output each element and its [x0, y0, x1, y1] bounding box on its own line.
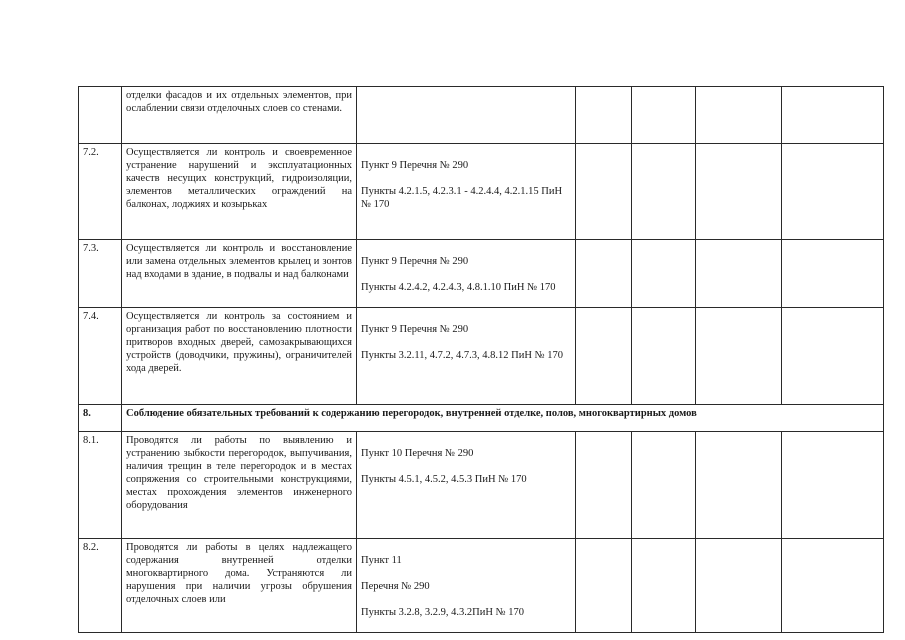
- empty-cell: [632, 87, 696, 144]
- empty-cell: [782, 308, 884, 405]
- empty-cell: [632, 240, 696, 308]
- table-row: [79, 308, 884, 405]
- empty-cell: [632, 539, 696, 633]
- item-description: Проводятся ли работы в целях надлежащего содержания внутренней отделки многоквартирного дома. Устраняются ли нарушения при наличии угрозы обрушения отделочных слоев или: [122, 539, 357, 633]
- empty-cell: [576, 240, 632, 308]
- empty-cell: [576, 144, 632, 240]
- reference-line: Пункты 4.2.4.2, 4.2.4.3, 4.8.1.10 ПиН № 170: [361, 282, 556, 293]
- table-row: [79, 539, 884, 633]
- item-number: 8.1.: [79, 432, 122, 539]
- item-reference: [357, 87, 576, 144]
- reference-line: Пункт 9 Перечня № 290: [361, 160, 469, 171]
- item-reference: [357, 144, 576, 240]
- empty-cell: [782, 539, 884, 633]
- reference-line: Перечня № 290: [361, 581, 430, 592]
- empty-cell: [782, 87, 884, 144]
- item-reference: [357, 432, 576, 539]
- empty-cell: [696, 308, 782, 405]
- reference-line: Пункт 10 Перечня № 290: [361, 448, 474, 459]
- item-reference: [357, 308, 576, 405]
- empty-cell: [696, 432, 782, 539]
- reference-line: Пункты 4.5.1, 4.5.2, 4.5.3 ПиН № 170: [361, 474, 527, 485]
- table-row: [79, 240, 884, 308]
- item-number: 8.2.: [79, 539, 122, 633]
- section-title: Соблюдение обязательных требований к содержанию перегородок, внутренней отделке, полов, многоквартирных домов: [122, 405, 884, 432]
- checklist-table: [78, 86, 884, 633]
- item-number: [79, 87, 122, 144]
- item-number: 7.4.: [79, 308, 122, 405]
- table-row: [79, 144, 884, 240]
- empty-cell: [696, 539, 782, 633]
- empty-cell: [696, 87, 782, 144]
- empty-cell: [576, 432, 632, 539]
- reference-line: Пункт 9 Перечня № 290: [361, 256, 469, 267]
- reference-line: Пункты 3.2.8, 3.2.9, 4.3.2ПиН № 170: [361, 607, 524, 618]
- item-description: Осуществляется ли контроль за состоянием и организация работ по восстановлению плотности притворов входных дверей, самозакрывающихся устройств (доводчики, пружины), ограничителей хода дверей.: [122, 308, 357, 405]
- empty-cell: [632, 432, 696, 539]
- empty-cell: [782, 144, 884, 240]
- reference-line: Пункт 9 Перечня № 290: [361, 324, 469, 335]
- table-row: [79, 87, 884, 144]
- item-description: Осуществляется ли контроль и восстановление или замена отдельных элементов крылец и зонтов над входами в здание, в подвалы и над балконами: [122, 240, 357, 308]
- empty-cell: [576, 87, 632, 144]
- item-reference: [357, 539, 576, 633]
- section-number: 8.: [79, 405, 122, 432]
- empty-cell: [576, 308, 632, 405]
- item-description: отделки фасадов и их отдельных элементов, при ослаблении связи отделочных слоев со стенами.: [122, 87, 357, 144]
- empty-cell: [696, 144, 782, 240]
- empty-cell: [782, 240, 884, 308]
- item-description: Осуществляется ли контроль и своевременное устранение нарушений и эксплуатационных качеств несущих конструкций, гидроизоляции, элементов металлических ограждений на балконах, лоджиях и козырьках: [122, 144, 357, 240]
- empty-cell: [632, 144, 696, 240]
- item-number: 7.2.: [79, 144, 122, 240]
- empty-cell: [696, 240, 782, 308]
- item-description: Проводятся ли работы по выявлению и устранению зыбкости перегородок, выпучивания, наличия трещин в теле перегородок и в местах сопряжения со строительными конструкциями, местах прохождения элементов инженерного оборудования: [122, 432, 357, 539]
- reference-line: Пункты 4.2.1.5, 4.2.3.1 - 4.2.4.4, 4.2.1.15 ПиН № 170: [361, 186, 563, 210]
- empty-cell: [576, 539, 632, 633]
- item-number: 7.3.: [79, 240, 122, 308]
- empty-cell: [632, 308, 696, 405]
- reference-line: Пункты 3.2.11, 4.7.2, 4.7.3, 4.8.12 ПиН № 170: [361, 350, 563, 361]
- reference-line: Пункт 11: [361, 555, 402, 566]
- empty-cell: [782, 432, 884, 539]
- section-header-row: [79, 405, 884, 432]
- item-reference: [357, 240, 576, 308]
- table-row: [79, 432, 884, 539]
